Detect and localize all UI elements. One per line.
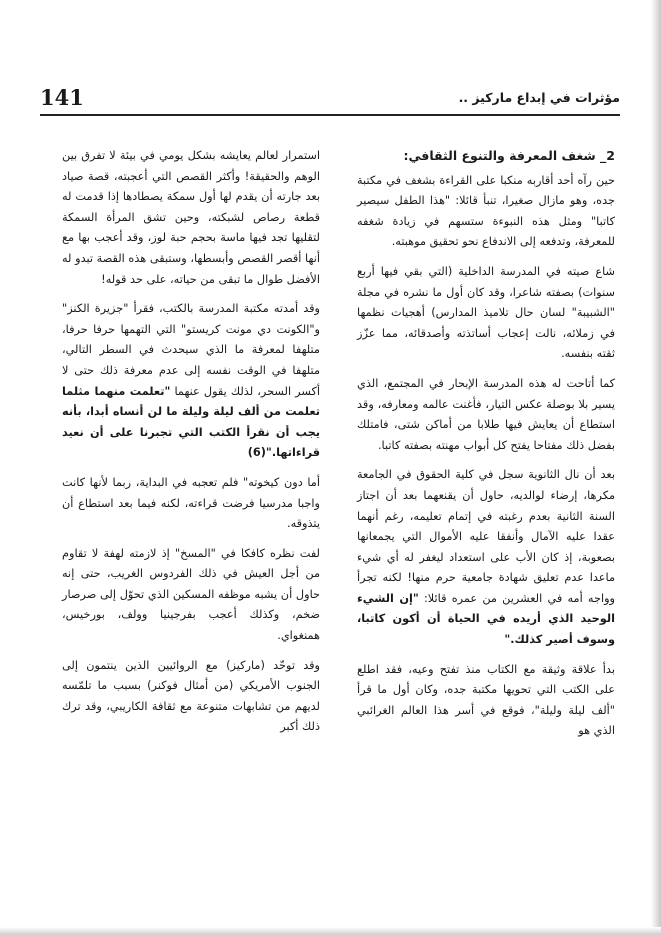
- paragraph: [62, 299, 320, 464]
- bold-quote: "إن الشيء الوحيد الذي أريده في الحياة أن أكون كاتبا، وسوف أصير كذلك.": [357, 591, 615, 647]
- page-edge-shadow: [651, 0, 661, 935]
- page-header: [40, 84, 620, 112]
- page-bottom-shadow: [0, 927, 661, 935]
- paragraph: لفت نظره كافكا في "المسخ" إذ لازمته لهفة لا تقاوم من أجل العيش في ذلك الفردوس الغريب، حتى إنه حاول أن يشبه موظفه المسكين الذي تحوّل إلى صرصار ضخم، وكذلك أعجب بفرجينيا وولف، بورخيس، همنغواي.: [62, 546, 320, 643]
- paragraph: بدأ علاقة وثيقة مع الكتاب منذ تفتح وعيه، فقد اطلع على الكتب التي تحويها مكتبة جده، وكان أول ما قرأ "ألف ليلة وليلة"، فوقع في أسر هذا العالم الغرائبي الذي هو: [357, 662, 615, 738]
- right-column: [357, 146, 615, 751]
- section-heading: 2_ شغف المعرفة والتنوع الثقافي:: [403, 148, 615, 163]
- paragraph: [357, 465, 615, 650]
- running-title: مؤثرات في إبداع ماركيز ..: [458, 90, 620, 105]
- paragraph: استمرار لعالم يعايشه بشكل يومي في بيئة لا تفرق بين الوهم والحقيقة! وأكثر القصص التي أعجبته، قصة صياد بعد جارته أن يقدم لها أول سمكة يصطادها إذا قدمت له قطعة رصاص لشبكته، وحين تشق المرأة السمكة لتقليها تجد فيها ماسة بحجم حبة لوز، وقد أعجب بها مع أنها أقصر القصص وأبسطها، وستبقى هذه القصة تبدو له الأفضل طوال ما تبقى من حياته، على حد قوله!: [62, 149, 320, 286]
- paragraph: وقد توحّد (ماركيز) مع الروائيين الذين ينتمون إلى الجنوب الأمريكي (من أمثال فوكنر) بسبب ما تلمّسه لديهم من تشابهات متنوعة مع ثقافة الكاريبي، وقد ترك ذلك أكبر: [62, 658, 320, 734]
- header-rule: [40, 114, 620, 116]
- bold-quote: "تعلمت منهما مثلما تعلمت من ألف ليلة وليلة ما لن أنساه أبدا، بأنه يجب أن نقرأ الكتب التي تجبرنا على أن نعيد قراءاتها."(6): [62, 384, 320, 460]
- paragraph: حين رآه أحد أقاربه منكبا على القراءة بشغف في مكتبة جده، وهو مازال صغيرا، تنبأ قائلا: "هذا الطفل سيصير كاتبا" ومثل هذه النبوءة ستسهم في زيادة شغفه للمعرفة، وتدفعه إلى الاندفاع نحو تحقيق موهبته.: [357, 173, 615, 249]
- page-number: 141: [40, 85, 84, 110]
- paragraph-text: وقد أمدته مكتبة المدرسة بالكتب، فقرأ "جزيرة الكنز" و"الكونت دي مونت كريستو" التي التهمها حرفا حرفا، متلهفا لمعرفة ما الذي سيحدث في السطر التالي، متلهفا في الوقت نفسه إلى عدم معرفة ذلك حتى لا أكسر السحر، لذلك يقول عنهما: [62, 302, 320, 398]
- paragraph: كما أتاحت له هذه المدرسة الإبحار في المجتمع، الذي يسير بلا بوصلة عكس التيار، فأغنت عالمه ومعارفه، وقد استطاع أن يعايش فيها طلابا من أماكن شتى، فامتلك بفضل ذلك مفتاحا يفتح كل أبواب مهنته بصفته كاتبا.: [357, 376, 615, 452]
- paragraph: شاع صيته في المدرسة الداخلية (التي بقي فيها أربع سنوات) بصفته شاعرا، وقد كان أول ما نشره في مجلة "الشبيبة" لسان حال تلاميذ المدارس) أهجيات نظمها في زملائه، نالت إعجاب أساتذته وأصدقائه، مما عزّز ثقته بنفسه.: [357, 264, 615, 361]
- paragraph-text: بعد أن نال الثانوية سجل في كلية الحقوق في الجامعة مكرها، إرضاء لوالديه، حاول أن يقنعهما بعد أن اجتاز السنة الثانية بعدم رغبته في إتمام تعليمه، رغم أنهما عقدا عليه الآمال وأنفقا عليه الأموال التي يجمعانها بصعوبة، إذ كان الأب على استعداد ليغفر له أي شيء ماعدا عدم تعليق شهادة جامعية حرم منها! لكنه تجرأ وواجه أمه في العشرين من عمره قائلا:: [357, 468, 616, 605]
- left-column: [62, 146, 320, 747]
- paragraph: أما دون كيخوته" فلم تعجبه في البداية، ربما لأنها كانت واجبا مدرسيا فرضت قراءته، لكنه فيما بعد استطاع أن يتذوقه.: [62, 475, 320, 531]
